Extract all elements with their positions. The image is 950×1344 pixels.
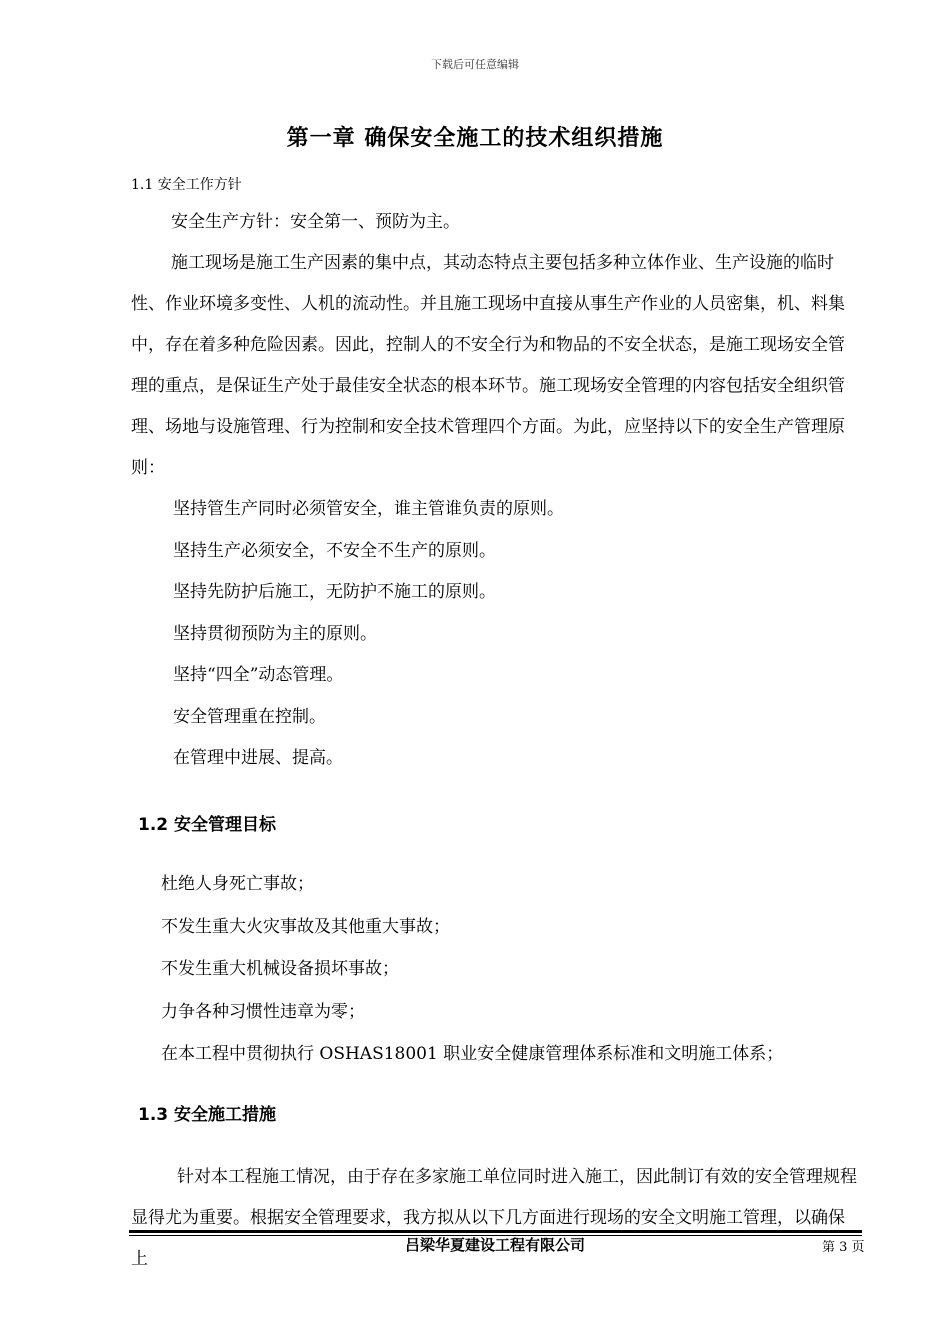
list-item: 在管理中进展、提高。 (173, 748, 343, 768)
list-item: 不发生重大机械设备损坏事故； (161, 959, 399, 979)
list-item: 在本工程中贯彻执行 OSHAS18001 职业安全健康管理体系标准和文明施工体系； (161, 1044, 784, 1064)
list-item: 坚持管生产同时必须管安全，谁主管谁负责的原则。 (173, 499, 564, 519)
page-number: 第 3 页 (822, 1240, 865, 1255)
list-item: 杜绝人身死亡事故； (161, 874, 314, 894)
footer-rule (129, 1230, 862, 1233)
list-item: 安全管理重在控制。 (173, 706, 326, 727)
list-item: 力争各种习惯性违章为零； (161, 1001, 365, 1022)
list-item: 坚持贯彻预防为主的原则。 (173, 623, 377, 644)
measures-paragraph: 针对本工程施工情况，由于存在多家施工单位同时进入施工，因此制订有效的安全管理规程显得尤为重要。根据安全管理要求，我方拟从以下几方面进行现场的安全文明施工管理，以确保上 (131, 1167, 857, 1269)
header-note: 下载后可任意编辑 (431, 58, 519, 71)
list-item: 坚持生产必须安全，不安全不生产的原则。 (173, 540, 496, 561)
list-item: 坚持先防护后施工，无防护不施工的原则。 (173, 582, 496, 602)
section-1-3-heading: 1.3 安全施工措施 (138, 1105, 277, 1125)
chapter-title: 第一章 确保安全施工的技术组织措施 (286, 126, 664, 151)
footer-company: 吕梁华夏建设工程有限公司 (404, 1236, 585, 1254)
section-1-1-heading: 1.1 安全工作方针 (131, 177, 242, 193)
site-paragraph: 施工现场是施工生产因素的集中点，其动态特点主要包括多种立体作业、生产设施的临时性、作业环境多变性、人机的流动性。并且施工现场中直接从事生产作业的人员密集，机、料集中，存在着多种危险因素。因此，控制人的不安全行为和物品的不安全状态，是施工现场安全管理的重点，是保证生产处于最佳安全状态的根本环节。施工现场安全管理的内容包括安全组织管理、场地与设施管理、行为控制和安全技术管理四个方面。为此，应坚持以下的安全生产管理原则： (131, 253, 845, 478)
section-1-3-body (131, 1157, 859, 1280)
list-item: 不发生重大火灾事故及其他重大事故； (161, 916, 450, 937)
goals-list (161, 863, 783, 1076)
section-1-2-heading: 1.2 安全管理目标 (138, 815, 277, 835)
list-item: 坚持“四全”动态管理。 (173, 665, 344, 685)
policy-statement: 安全生产方针：安全第一、预防为主。 (171, 212, 460, 232)
section-1-1-body (131, 202, 859, 489)
principles-list (173, 489, 564, 780)
